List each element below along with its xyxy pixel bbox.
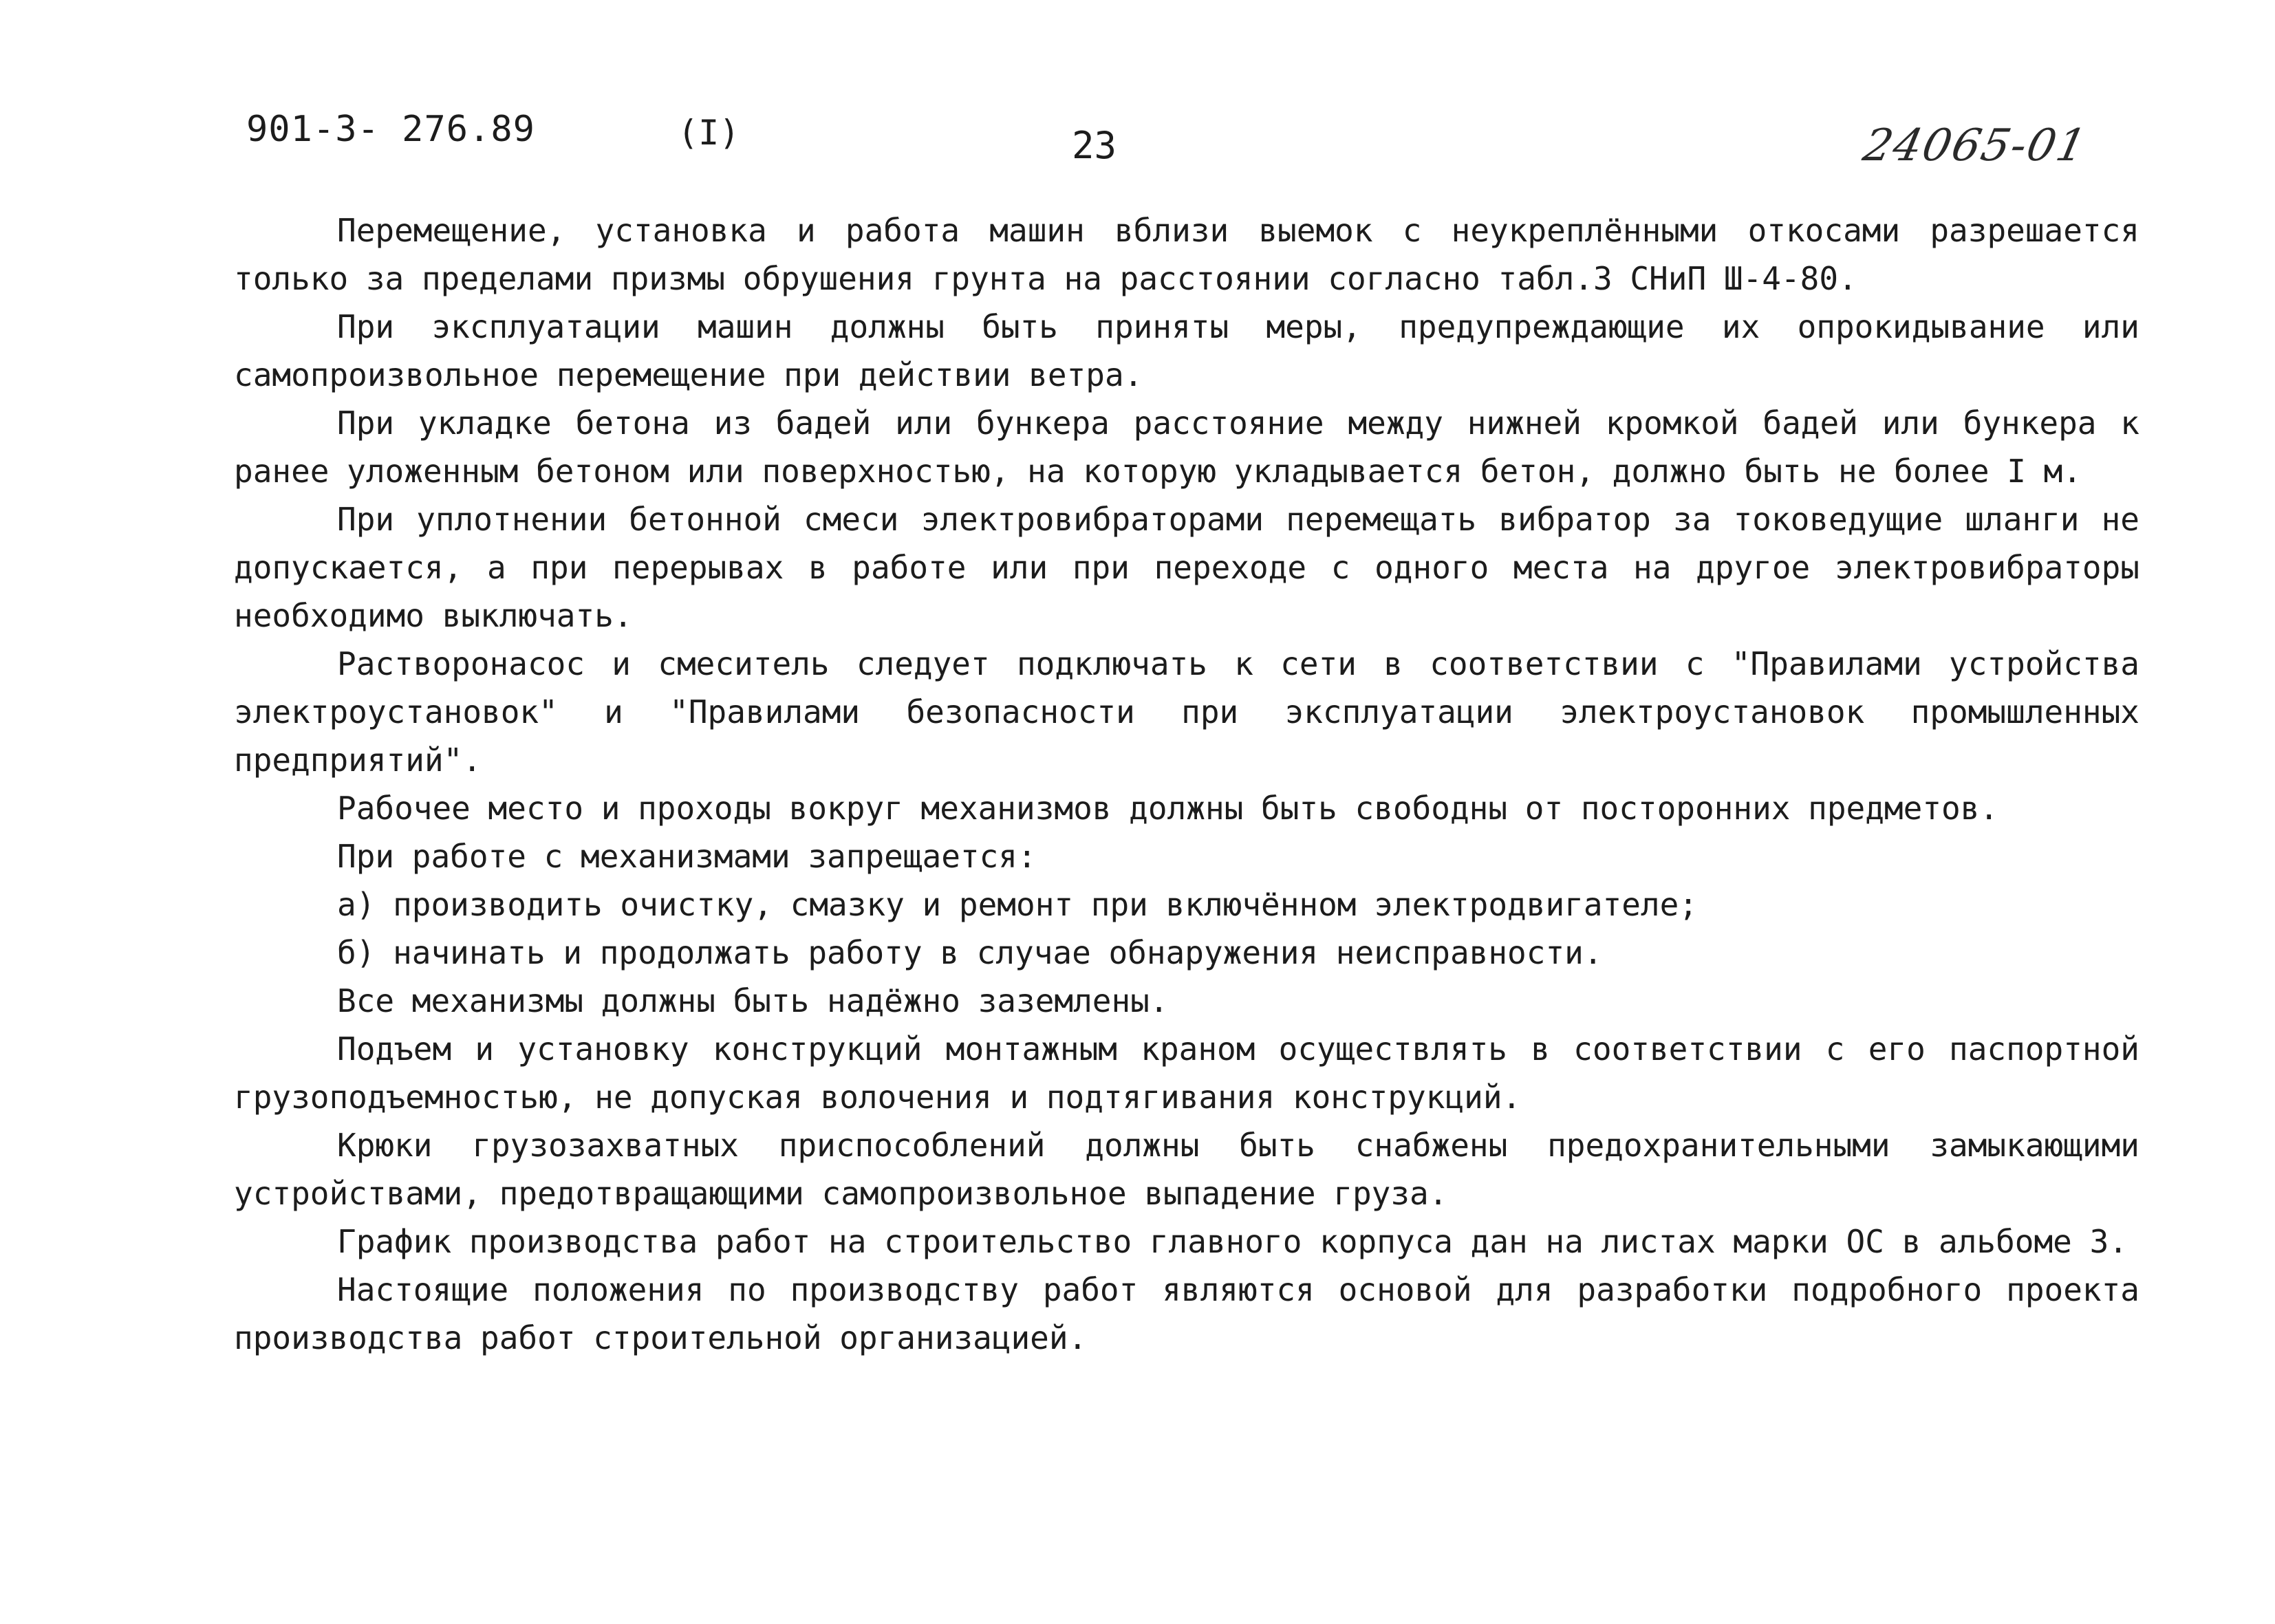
paragraph: При уплотнении бетонной смеси электровибраторами перемещать вибратор за токоведущие шланги не допускается, а при перерывах в работе или при переходе с одного места на другое электровибраторы необходимо выключать. <box>234 501 2139 634</box>
paragraph: Перемещение, установка и работа машин вблизи выемок с неукреплёнными откосами разрешается только за пределами призмы обрушения грунта на расстоянии согласно табл.3 СНиП Ш-4-80. <box>234 212 2139 297</box>
paragraph: Крюки грузозахватных приспособлений должны быть снабжены предохранительными замыкающими устройствами, предотвращающими самопроизвольное выпадение груза. <box>234 1127 2139 1212</box>
list-item: а) производить очистку, смазку и ремонт при включённом электродвигателе; <box>337 886 1698 923</box>
list-item: б) начинать и продолжать работу в случае обнаружения неисправности. <box>337 934 1603 971</box>
paragraph: Настоящие положения по производству работ являются основой для разработки подробного проекта производства работ строительной организацией. <box>234 1271 2139 1356</box>
handwritten-document-code: 24065-01 <box>1859 120 2092 171</box>
paragraph: Рабочее место и проходы вокруг механизмов должны быть свободны от посторонних предметов. <box>337 790 1999 827</box>
body-text <box>234 206 2139 1362</box>
paragraph: Растворонасос и смеситель следует подключать к сети в соответствии с "Правилами устройства электроустановок" и "Правилами безопасности при эксплуатации электроустановок промышленных предприятий". <box>234 645 2139 779</box>
paragraph: При укладке бетона из бадей или бункера расстояние между нижней кромкой бадей или бункера к ранее уложенным бетоном или поверхностью, на которую укладывается бетон, должно быть не более I м. <box>234 404 2139 490</box>
paragraph: Подъем и установку конструкций монтажным краном осуществлять в соответствии с его паспортной грузоподъемностью, не допуская волочения и подтягивания конструкций. <box>234 1030 2139 1116</box>
part-number: (I) <box>678 113 740 153</box>
paragraph: График производства работ на строительство главного корпуса дан на листах марки ОС в альбоме 3. <box>337 1223 2128 1260</box>
series-code: 901-3- 276.89 <box>246 109 535 150</box>
paragraph: При эксплуатации машин должны быть приняты меры, предупреждающие их опрокидывание или самопроизвольное перемещение при действии ветра. <box>234 308 2139 393</box>
paragraph: При работе с механизмами запрещается: <box>337 838 1037 875</box>
page-number: 23 <box>1072 124 1117 167</box>
paragraph: Все механизмы должны быть надёжно заземлены. <box>337 982 1169 1019</box>
